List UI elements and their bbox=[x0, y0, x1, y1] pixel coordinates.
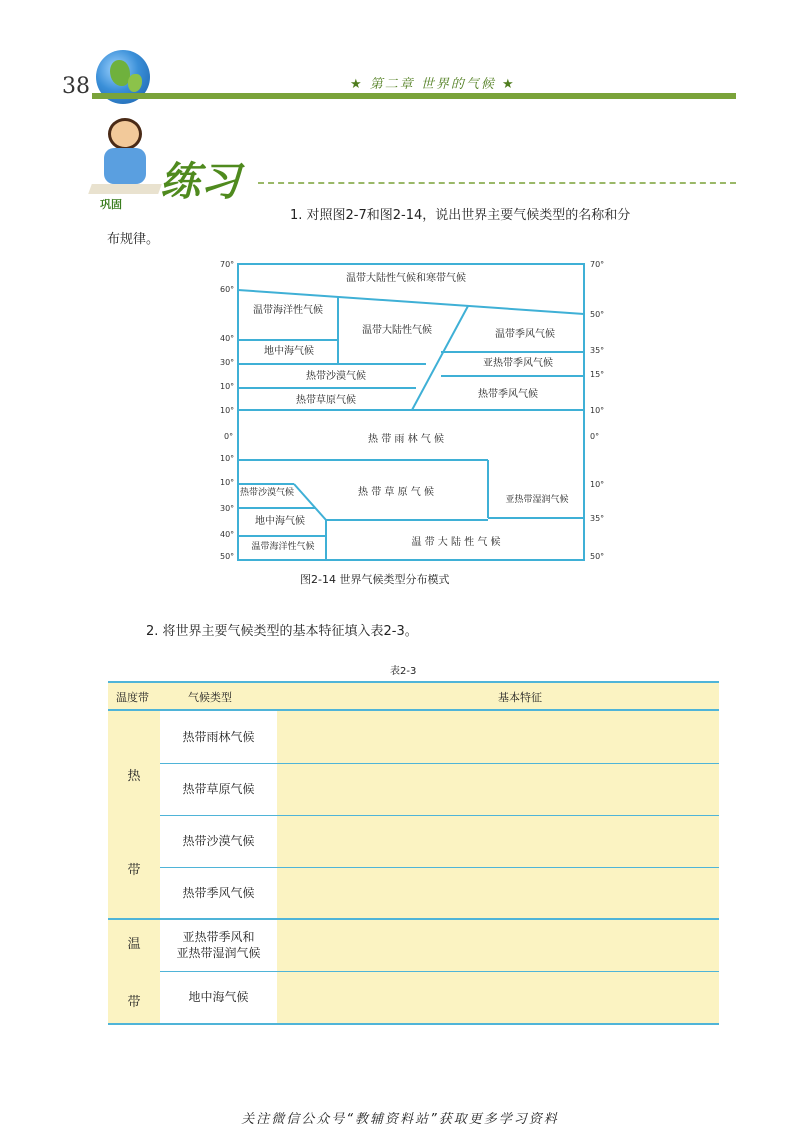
lat-label: 10° bbox=[220, 382, 235, 391]
row-divider bbox=[160, 815, 719, 816]
zone-divider bbox=[108, 918, 719, 920]
section-divider bbox=[258, 182, 736, 184]
zone-label: 热带沙漠气候 bbox=[240, 488, 295, 498]
lat-label: 30° bbox=[220, 504, 235, 513]
lat-label: 35° bbox=[590, 514, 605, 523]
question-1-line1: 1. 对照图2-7和图2-14，说出世界主要气候类型的名称和分 bbox=[290, 208, 631, 223]
lat-label: 70° bbox=[220, 260, 235, 269]
page-number: 38 bbox=[62, 74, 90, 99]
zone-label: 温带海洋性气候 bbox=[253, 305, 323, 316]
question-2: 2. 将世界主要气候类型的基本特征填入表2-3。 bbox=[146, 624, 418, 639]
zone-temperate-label: 带 bbox=[127, 995, 141, 1010]
climate-type-cell: 热带季风气候 bbox=[182, 886, 255, 900]
zone-hot-label: 热 bbox=[127, 769, 141, 784]
lat-label: 0° bbox=[590, 432, 600, 441]
table-bottom-border bbox=[108, 1023, 719, 1025]
zone-label: 亚热带季风气候 bbox=[483, 358, 553, 369]
lat-label: 10° bbox=[590, 480, 605, 489]
lat-label: 10° bbox=[220, 454, 235, 463]
zone-label: 温 带 大 陆 性 气 候 bbox=[411, 537, 501, 548]
zone-label: 热 带 草 原 气 候 bbox=[358, 487, 434, 498]
zone-label: 温带大陆性气候 bbox=[362, 325, 432, 336]
zone-temperate-label: 温 bbox=[127, 937, 141, 952]
climate-distribution-diagram bbox=[216, 256, 606, 566]
zone-label: 热带季风气候 bbox=[478, 389, 538, 400]
zone-label: 温带大陆性气候和寒带气候 bbox=[346, 273, 466, 284]
zone-label: 温带海洋性气候 bbox=[251, 542, 315, 552]
zone-label: 热带沙漠气候 bbox=[306, 371, 366, 382]
climate-type-cell: 热带沙漠气候 bbox=[182, 834, 255, 848]
section-title: 练习 bbox=[160, 158, 240, 205]
globe-land bbox=[110, 60, 130, 86]
lat-label: 40° bbox=[220, 530, 235, 539]
row-divider bbox=[160, 763, 719, 764]
lat-label: 50° bbox=[220, 552, 235, 561]
kid-mascot-icon bbox=[90, 118, 160, 198]
zone-label: 热 带 雨 林 气 候 bbox=[368, 434, 444, 445]
zone-hot-label: 带 bbox=[127, 863, 141, 878]
climate-type-cell: 热带雨林气候 bbox=[182, 730, 255, 744]
lat-label: 10° bbox=[220, 478, 235, 487]
zone-label: 地中海气候 bbox=[255, 516, 305, 527]
zone-label: 亚热带湿润气候 bbox=[505, 495, 569, 505]
row-divider bbox=[160, 867, 719, 868]
zone-label: 温带季风气候 bbox=[495, 329, 555, 340]
table-header bbox=[108, 681, 719, 711]
header-cell: 气候类型 bbox=[188, 691, 232, 704]
lat-label: 40° bbox=[220, 334, 235, 343]
lat-label: 15° bbox=[590, 370, 605, 379]
page-header bbox=[0, 0, 800, 110]
section-small-label: 巩固 bbox=[100, 198, 122, 211]
table-label: 表2-3 bbox=[390, 666, 417, 677]
lat-label: 60° bbox=[220, 285, 235, 294]
header-cell: 基本特征 bbox=[498, 691, 542, 704]
question-1-line2: 布规律。 bbox=[107, 232, 160, 247]
lat-label: 35° bbox=[590, 346, 605, 355]
climate-features-table bbox=[108, 681, 719, 1025]
zone-label: 地中海气候 bbox=[264, 346, 314, 357]
lat-label: 70° bbox=[590, 260, 605, 269]
zone-label: 热带草原气候 bbox=[296, 395, 356, 406]
lat-label: 50° bbox=[590, 310, 605, 319]
climate-type-cell: 地中海气候 bbox=[188, 990, 249, 1004]
header-cell: 温度带 bbox=[116, 691, 149, 704]
row-divider bbox=[160, 971, 719, 972]
footer-note: 关注微信公众号“教辅资料站”获取更多学习资料 bbox=[241, 1112, 559, 1127]
climate-type-cell: 亚热带季风和 亚热带湿润气候 bbox=[176, 930, 261, 960]
diagram-caption: 图2-14 世界气候类型分布模式 bbox=[300, 573, 450, 586]
chapter-title: ★ 第二章 世界的气候 ★ bbox=[350, 77, 516, 92]
lat-label: 50° bbox=[590, 552, 605, 561]
lat-label: 10° bbox=[220, 406, 235, 415]
lat-label: 0° bbox=[224, 432, 234, 441]
climate-type-cell: 热带草原气候 bbox=[182, 782, 255, 796]
lat-label: 10° bbox=[590, 406, 605, 415]
lat-label: 30° bbox=[220, 358, 235, 367]
header-rule bbox=[92, 93, 736, 99]
